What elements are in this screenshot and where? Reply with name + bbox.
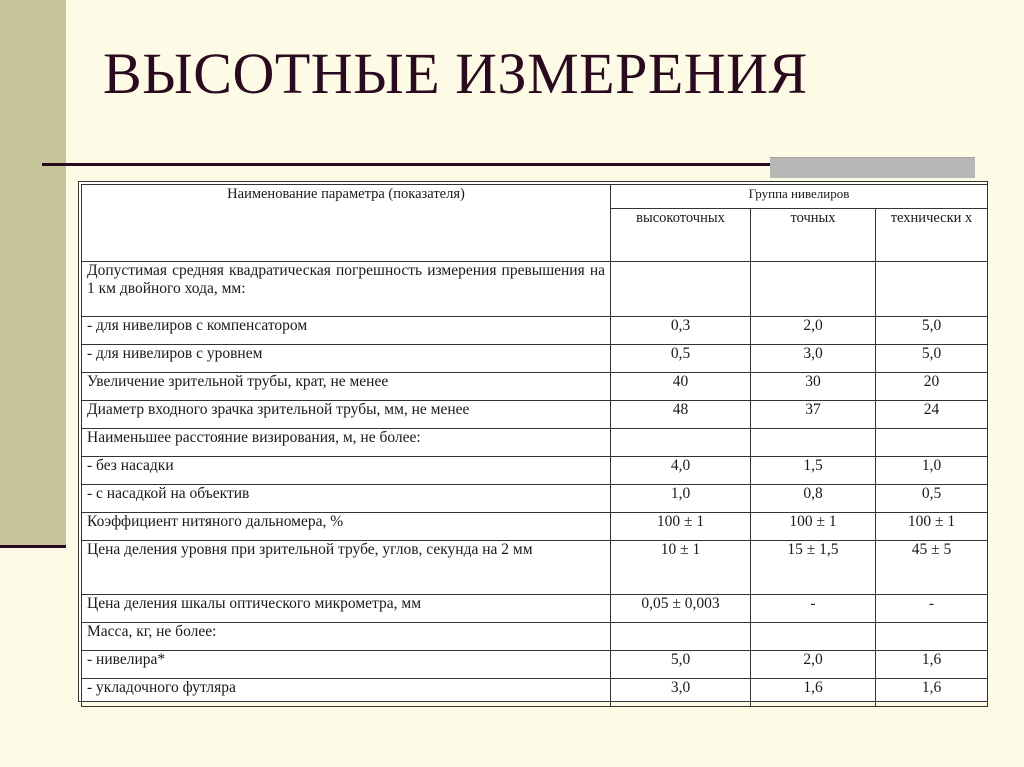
table-row [82,317,988,345]
cell-precise [751,429,876,457]
row-label: Наименьшее расстояние визирования, м, не более: [82,429,611,457]
row-label: Масса, кг, не более: [82,623,611,651]
cell-high-precision: 5,0 [611,651,751,679]
cell-precise: 30 [751,373,876,401]
cell-precise: - [751,595,876,623]
cell-high-precision: 0,05 ± 0,003 [611,595,751,623]
cell-high-precision: 100 ± 1 [611,513,751,541]
header-col-precise: точных [751,209,876,262]
cell-high-precision: 48 [611,401,751,429]
side-band [0,0,66,546]
title-rule-accent [770,157,975,178]
slide-title: ВЫСОТНЫЕ ИЗМЕРЕНИЯ [103,41,808,106]
cell-technical: 20 [876,373,988,401]
cell-technical: - [876,595,988,623]
header-level-group: Группа нивелиров [611,185,988,209]
cell-technical: 24 [876,401,988,429]
table-row [82,429,988,457]
row-label: Цена деления шкалы оптического микрометра, мм [82,595,611,623]
table-row [82,485,988,513]
table-row [82,373,988,401]
cell-technical [876,429,988,457]
cell-precise: 1,6 [751,679,876,707]
cell-precise: 2,0 [751,651,876,679]
header-col-high-precision: высокоточных [611,209,751,262]
table-row [82,541,988,595]
table-row [82,513,988,541]
row-label: Коэффициент нитяного дальномера, % [82,513,611,541]
cell-precise [751,262,876,317]
cell-high-precision: 4,0 [611,457,751,485]
cell-precise: 3,0 [751,345,876,373]
side-band-rule [0,545,66,548]
cell-technical: 5,0 [876,345,988,373]
table-row [82,595,988,623]
cell-precise: 37 [751,401,876,429]
row-label: Цена деления уровня при зрительной трубе, углов, секунда на 2 мм [82,541,611,595]
cell-high-precision: 40 [611,373,751,401]
cell-high-precision [611,623,751,651]
cell-technical [876,623,988,651]
cell-precise: 2,0 [751,317,876,345]
row-label: Увеличение зрительной трубы, крат, не менее [82,373,611,401]
table-row [82,401,988,429]
table-row [82,457,988,485]
cell-high-precision: 0,3 [611,317,751,345]
table-row [82,262,988,317]
row-label: - для нивелиров с компенсатором [82,317,611,345]
cell-precise: 0,8 [751,485,876,513]
cell-technical: 100 ± 1 [876,513,988,541]
cell-precise [751,623,876,651]
row-label: - нивелира* [82,651,611,679]
cell-precise: 100 ± 1 [751,513,876,541]
row-label: Диаметр входного зрачка зрительной трубы, мм, не менее [82,401,611,429]
cell-technical: 5,0 [876,317,988,345]
row-label: - для нивелиров с уровнем [82,345,611,373]
row-label: - без насадки [82,457,611,485]
parameters-table [81,184,988,707]
cell-precise: 15 ± 1,5 [751,541,876,595]
cell-technical: 1,6 [876,651,988,679]
cell-technical: 0,5 [876,485,988,513]
cell-high-precision: 0,5 [611,345,751,373]
row-label: - с насадкой на объектив [82,485,611,513]
cell-high-precision: 1,0 [611,485,751,513]
cell-high-precision: 10 ± 1 [611,541,751,595]
header-parameter: Наименование параметра (показателя) [82,185,611,262]
cell-high-precision [611,429,751,457]
cell-high-precision: 3,0 [611,679,751,707]
cell-technical: 1,6 [876,679,988,707]
cell-high-precision [611,262,751,317]
cell-technical [876,262,988,317]
cell-precise: 1,5 [751,457,876,485]
header-col-technical: технически х [876,209,988,262]
row-label: Допустимая средняя квадратическая погрешность измерения превышения на 1 км двойного хода, мм: [82,262,611,317]
table-row [82,345,988,373]
table-row [82,623,988,651]
table-sheet [78,181,988,702]
cell-technical: 1,0 [876,457,988,485]
cell-technical: 45 ± 5 [876,541,988,595]
table-row [82,679,988,707]
row-label: - укладочного футляра [82,679,611,707]
table-row [82,651,988,679]
